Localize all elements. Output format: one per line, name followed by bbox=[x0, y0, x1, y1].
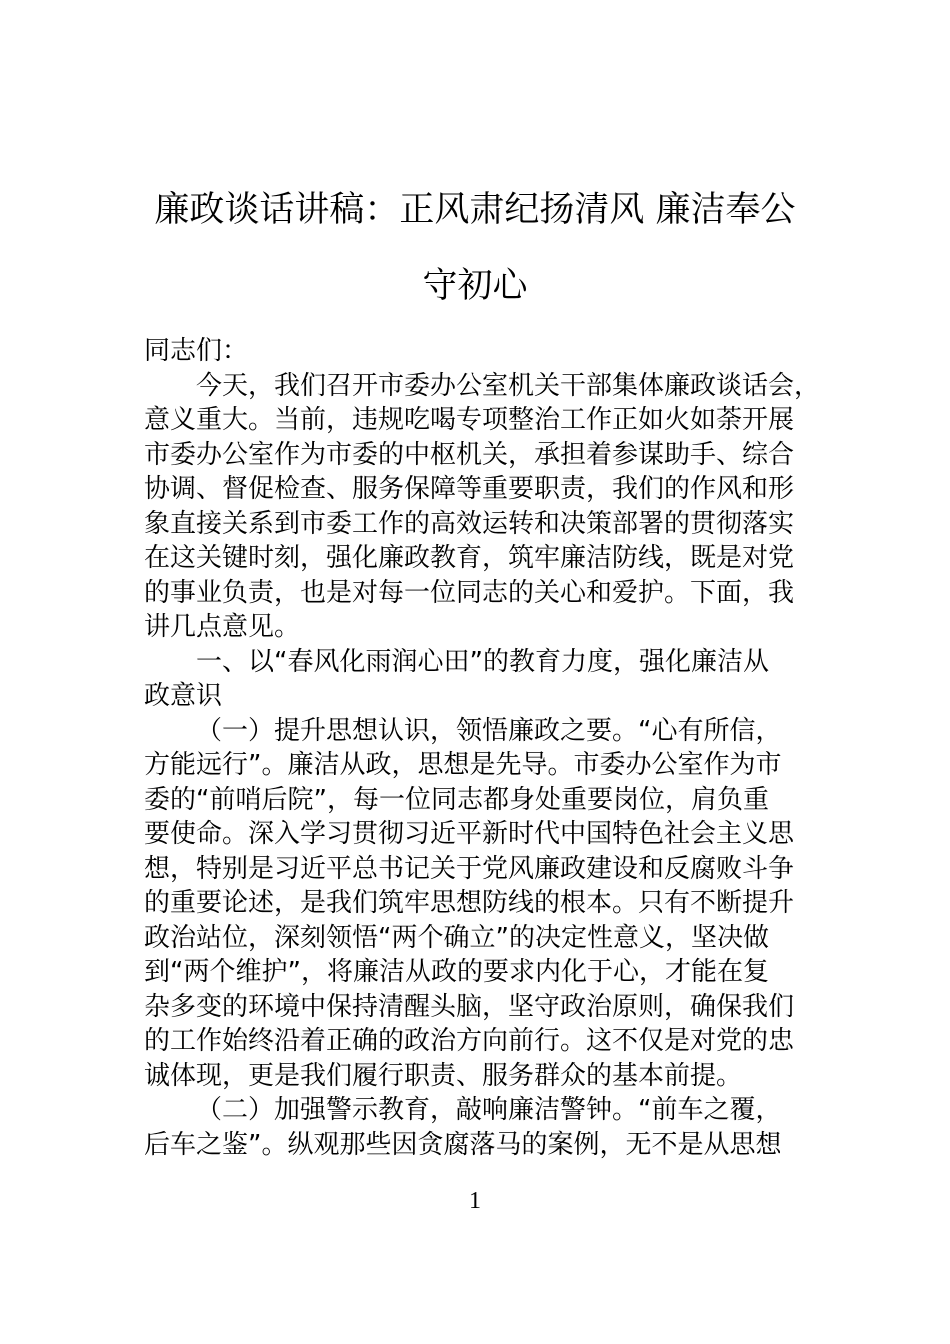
text-line: 一、以“春风化雨润心田”的教育力度，强化廉洁从 bbox=[196, 646, 769, 677]
text-line: 杂多变的环境中保持清醒头脑，坚守政治原则，确保我们 bbox=[144, 991, 795, 1022]
text-line: 到“两个维护”，将廉洁从政的要求内化于心，才能在复 bbox=[144, 957, 769, 987]
text-line: 的工作始终沿着正确的政治方向前行。这不仅是对党的忠 bbox=[144, 1026, 795, 1056]
text-line: 协调、督促检查、服务保障等重要职责，我们的作风和形 bbox=[144, 474, 795, 504]
text-line: 要使命。深入学习贯彻习近平新时代中国特色社会主义思 bbox=[144, 819, 795, 849]
text-line: 方能远行”。廉洁从政，思想是先导。市委办公室作为市 bbox=[144, 750, 782, 780]
document-title bbox=[120, 172, 830, 324]
text-line: 的事业负责，也是对每一位同志的关心和爱护。下面，我 bbox=[144, 577, 795, 608]
text-line: 市委办公室作为市委的中枢机关，承担着参谋助手、综合 bbox=[144, 439, 795, 470]
document-body bbox=[144, 334, 834, 1162]
text-line: 后车之鉴”。纵观那些因贪腐落马的案例，无不是从思想 bbox=[144, 1129, 782, 1160]
text-line: 象直接关系到市委工作的高效运转和决策部署的贯彻落实 bbox=[144, 508, 795, 539]
text-line: 讲几点意见。 bbox=[144, 612, 301, 642]
text-line: 想，特别是习近平总书记关于党风廉政建设和反腐败斗争 bbox=[144, 853, 795, 884]
page-number: 1 bbox=[469, 1188, 481, 1214]
text-line: 政意识 bbox=[144, 681, 223, 711]
text-line: 委的“前哨后院”，每一位同志都身处重要岗位，肩负重 bbox=[144, 784, 769, 815]
text-line: 意义重大。当前，违规吃喝专项整治工作正如火如荼开展 bbox=[144, 405, 795, 435]
text-line: 在这关键时刻，强化廉政教育，筑牢廉洁防线，既是对党 bbox=[144, 543, 795, 573]
text-line: 今天，我们召开市委办公室机关干部集体廉政谈话会， bbox=[196, 370, 821, 401]
title-line-1: 廉政谈话讲稿：正风肃纪扬清风 廉洁奉公 bbox=[154, 190, 796, 230]
text-line: （二）加强警示教育，敲响廉洁警钟。“前车之覆， bbox=[196, 1095, 782, 1125]
text-line: 政治站位，深刻领悟“两个确立”的决定性意义，坚决做 bbox=[144, 922, 769, 953]
text-line: 的重要论述，是我们筑牢思想防线的根本。只有不断提升 bbox=[144, 888, 795, 918]
text-line: 诚体现，更是我们履行职责、服务群众的基本前提。 bbox=[144, 1060, 743, 1091]
title-line-2: 守初心 bbox=[422, 266, 528, 306]
text-line: （一）提升思想认识，领悟廉政之要。“心有所信， bbox=[196, 715, 782, 746]
salutation: 同志们： bbox=[144, 336, 249, 366]
